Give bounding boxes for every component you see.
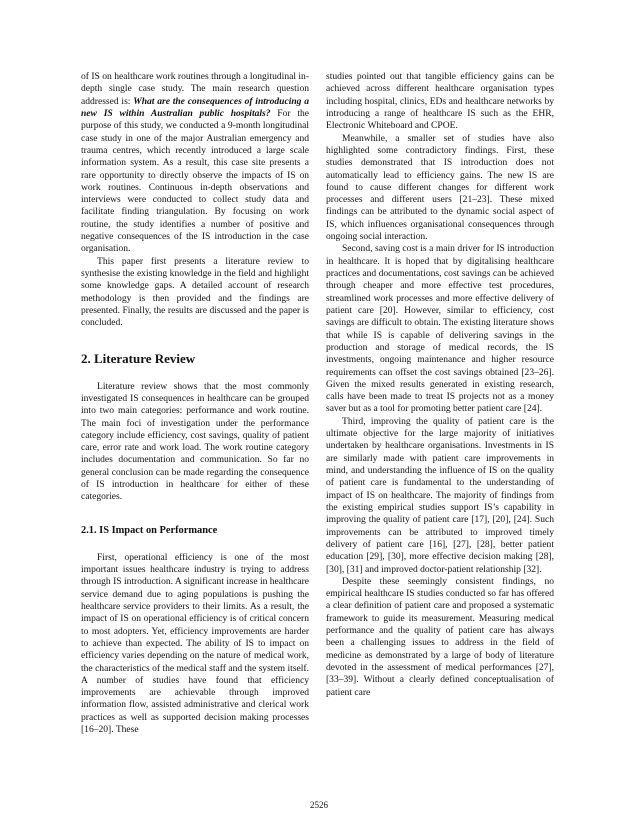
literature-overview-paragraph: Literature review shows that the most commonly investigated IS consequences in healthcare can be grouped into two main categories: performance and work routine. The main foci of investigation under the performance category include efficiency, cost savings, quality of patient care, error rate and work load. The work routine category includes documentation and communication. So far no general conclusion can be made regarding the consequence of IS introduction in healthcare for either of these categories. [81,380,309,503]
contradictory-findings-paragraph: Meanwhile, a smaller set of studies have also highlighted some contradictory findings. First, these studies demonstrated that IS introduction does not automatically lead to efficiency gains. The new IS are found to cause different changes for different work processes and different users [21–23]. These mixed findings can be attributed to the dynamic social aspect of IS, which influences organisational consequences through ongoing social interaction. [326,132,554,243]
research-question: What are the consequences of introducing a new IS within Australian public hospitals? [81,95,309,119]
page-number: 2526 [310,800,328,810]
section-heading-literature-review: 2. Literature Review [81,350,196,366]
efficiency-continued-paragraph: studies pointed out that tangible efficiency gains can be achieved across different healthcare organisation types including hospital, clinics, EDs and healthcare networks by introducing a range of healthcare IS such as the EHR, Electronic Whiteboard and CPOE. [326,71,554,132]
efficiency-paragraph: First, operational efficiency is one of the most important issues healthcare industry is trying to address through IS introduction. A significant increase in healthcare service demand due to aging populations is pushing the healthcare service providers to their limits. As a result, the impact of IS on operational efficiency is of critical concern to most adopters. Yet, efficiency improvements are harder to achieve than expected. The ability of IS to impact on efficiency varies depending on the nature of medical work, the characteristics of the medical staff and the system itself. A number of studies have found that efficiency improvements are achievable through improved information flow, assisted administrative and clerical work practices as well as supported decision making processes [16–20]. These [81,551,310,736]
intro-text-start: of IS on healthcare work routines through a longitudinal in-depth single case study. The main research question addressed is: [81,71,309,107]
cost-savings-paragraph: Second, saving cost is a main driver for IS introduction in healthcare. It is hoped that by digitalising healthcare practices and documentations, cost savings can be achieved through cheaper and more effective test procedures, streamlined work processes and more effective delivery of patient care [20]. However, similar to efficiency, cost savings are difficult to obtain. The existing literature shows that while IS is capable of delivering savings in the production and storage of medical records, the IS investments, ongoing maintenance and higher resource requirements can offset the cost savings obtained [23–26]. Given the mixed results generated in existing research, calls have been made to treat IS projects not as a money saver but as a tool for promoting better patient care [24]. [326,243,554,415]
spacer [81,538,309,552]
spacer [81,330,309,351]
left-column [81,71,309,736]
subsection-heading-is-impact: 2.1. IS Impact on Performance [81,524,218,536]
right-column [326,71,554,699]
paper-structure-paragraph: This paper first presents a literature review to synthesise the existing knowledge in the field and highlight some knowledge gaps. A detailed account of research methodology is then provided and the findings are presented. Finally, the results are discussed and the paper is concluded. [81,255,309,329]
patient-care-paragraph: Third, improving the quality of patient care is the ultimate objective for the large majority of initiatives undertaken by healthcare organisations. Investments in IS are similarly made with patient care improvements in mind, and understanding the influence of IS on the quality of patient care is fundamental to the understanding of impact of IS on healthcare. The majority of findings from the existing empirical studies support IS’s capability in improving the quality of patient care [17], [20], [24]. Such improvements can be attributed to improved timely delivery of patient care [16], [27], [28], better patient education [29], [30], more effective decision making [28], [30], [31] and improved doctor-patient relationship [32]. [326,415,554,575]
spacer [81,504,309,524]
measurement-paragraph: Despite these seemingly consistent findings, no empirical healthcare IS studies conducted so far has offered a clear definition of patient care and proposed a systematic framework to guide its measurement. Measuring medical performance and the quality of patient care has always been a challenging issues to address in the field of medicine as demonstrated by a large of body of literature devoted in the assessment of medical performances [27], [33–39]. Without a clearly defined conceptualisation of patient care [326,575,554,698]
intro-text-end: For the purpose of this study, we conducted a 9-month longitudinal case study in one of the major Australian emergency and trauma centres, which recently introduced a large scale information system. As a result, this case site presents a rare opportunity to directly observe the impacts of IS on work routines. Continuous in-depth observations and interviews were conducted to collect study data and facilitate finding triangulation. By focusing on work routine, the study identifies a number of positive and negative consequences of the IS introduction in the case organisation. [81,107,310,255]
intro-paragraph [81,71,309,256]
spacer [81,367,309,381]
